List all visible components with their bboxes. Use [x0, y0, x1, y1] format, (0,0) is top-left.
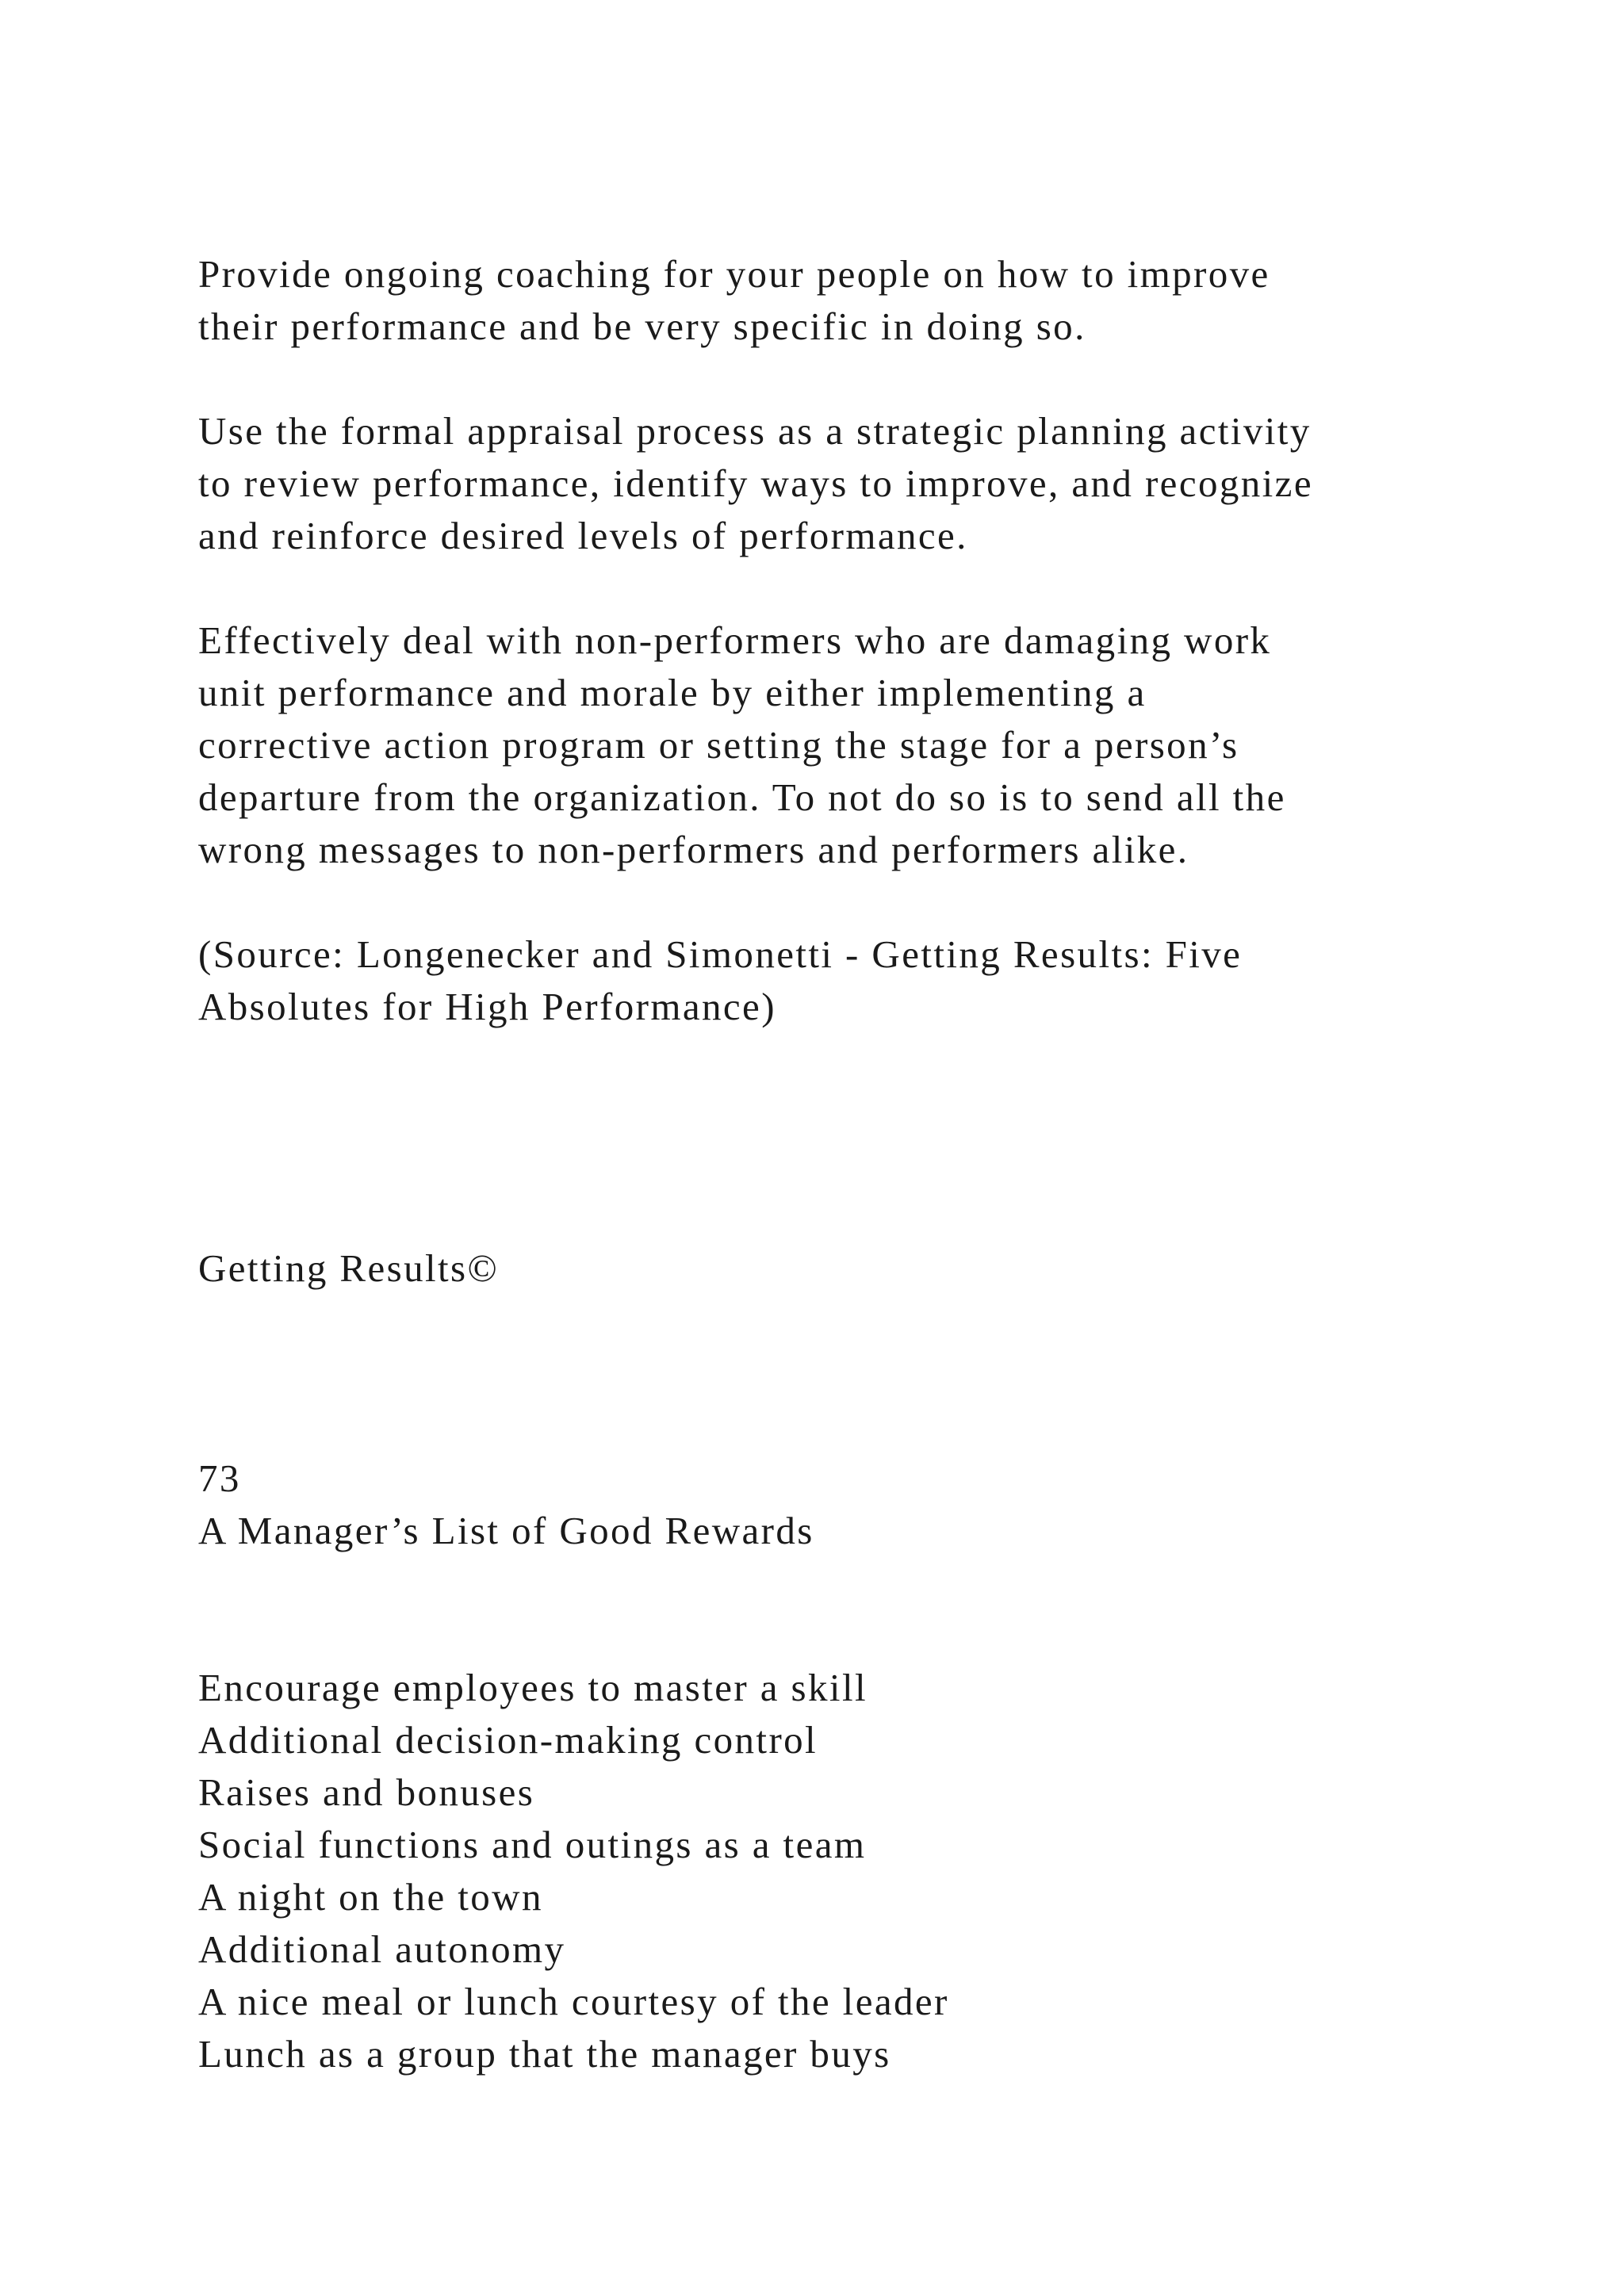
list-item: A night on the town	[198, 1875, 543, 1919]
list-item: Additional decision-making control	[198, 1718, 818, 1762]
text-line: and reinforce desired levels of performance.	[198, 514, 968, 557]
list-item: Additional autonomy	[198, 1927, 566, 1971]
list-item: A nice meal or lunch courtesy of the leader	[198, 1980, 949, 2023]
list-item: Lunch as a group that the manager buys	[198, 2032, 891, 2076]
paragraph-non-performers	[198, 614, 1499, 876]
text-line: Absolutes for High Performance)	[198, 985, 776, 1028]
page-number	[198, 1452, 1499, 1505]
list-item: Raises and bonuses	[198, 1770, 535, 1814]
text-line: their performance and be very specific in doing so.	[198, 304, 1086, 348]
text-line: unit performance and morale by either implementing a	[198, 671, 1147, 714]
source-citation	[198, 928, 1499, 1033]
section-title	[198, 1505, 1499, 1557]
text-line: Effectively deal with non-performers who are damaging work	[198, 618, 1272, 662]
text-line: corrective action program or setting the stage for a person’s	[198, 723, 1239, 767]
footer-title-text: Getting Results©	[198, 1246, 500, 1290]
text-line: wrong messages to non-performers and performers alike.	[198, 828, 1189, 871]
paragraph-appraisal	[198, 405, 1499, 562]
text-line: Provide ongoing coaching for your people on how to improve	[198, 252, 1270, 296]
text-line: to review performance, identify ways to improve, and recognize	[198, 461, 1313, 505]
list-item: Social functions and outings as a team	[198, 1823, 867, 1866]
paragraph-coaching	[198, 248, 1499, 353]
text-line: (Source: Longenecker and Simonetti - Getting Results: Five	[198, 932, 1243, 976]
rewards-list	[198, 1662, 1499, 2080]
text-line: departure from the organization. To not do so is to send all the	[198, 775, 1286, 819]
page-number-text: 73	[198, 1456, 241, 1500]
text-line: Use the formal appraisal process as a strategic planning activity	[198, 409, 1312, 453]
list-item: Encourage employees to master a skill	[198, 1666, 868, 1709]
section-title-text: A Manager’s List of Good Rewards	[198, 1509, 814, 1552]
footer-title	[198, 1242, 1499, 1295]
